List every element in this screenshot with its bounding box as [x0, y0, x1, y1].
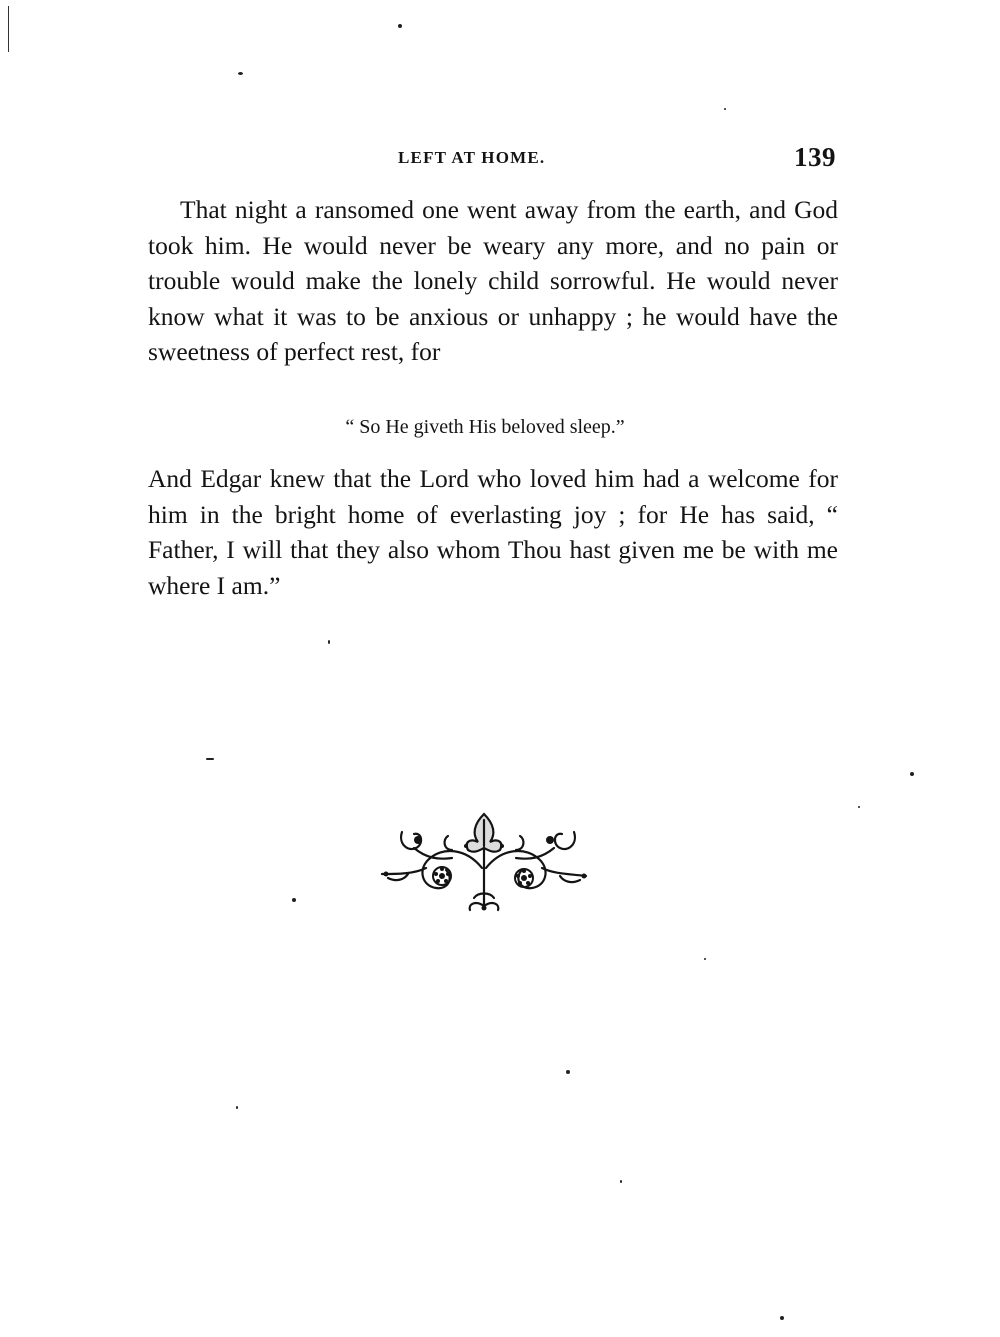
scan-speck: [620, 1180, 622, 1183]
scan-speck: [910, 772, 914, 776]
scan-speck: [566, 1070, 570, 1074]
paragraph-2: And Edgar knew that the Lord who loved him had a welcome for him in the bright home of everlasting joy ; for He has said, “ Father, I will that they also whom Thou hast given me be with me where I am.”: [148, 464, 838, 600]
scan-speck: [398, 24, 402, 28]
scan-speck: [238, 72, 243, 75]
quotation-text: “ So He giveth His beloved sleep.”: [345, 416, 625, 438]
running-head: [148, 142, 838, 178]
floral-tailpiece-icon: [378, 808, 590, 916]
block-quotation: [148, 416, 838, 439]
paragraph-1: That night a ransomed one went away from the earth, and God took him. He would never be weary any more, and no pain or trouble would make the lonely child sorrowful. He would never know what it was to be anxious or unhappy ; he would have the sweetness of perfect rest, for: [148, 195, 838, 367]
scan-speck: [206, 758, 214, 760]
scan-speck: [292, 898, 296, 902]
scan-speck: [328, 640, 330, 644]
page-number: 139: [794, 142, 836, 172]
scan-speck: [724, 108, 726, 110]
running-title: LEFT AT HOME.: [398, 148, 546, 167]
scan-speck: [780, 1316, 784, 1320]
scan-speck: [236, 1106, 238, 1109]
scan-speck: [704, 958, 706, 960]
scan-speck: [858, 806, 860, 808]
scan-edge-mark: [8, 6, 9, 52]
